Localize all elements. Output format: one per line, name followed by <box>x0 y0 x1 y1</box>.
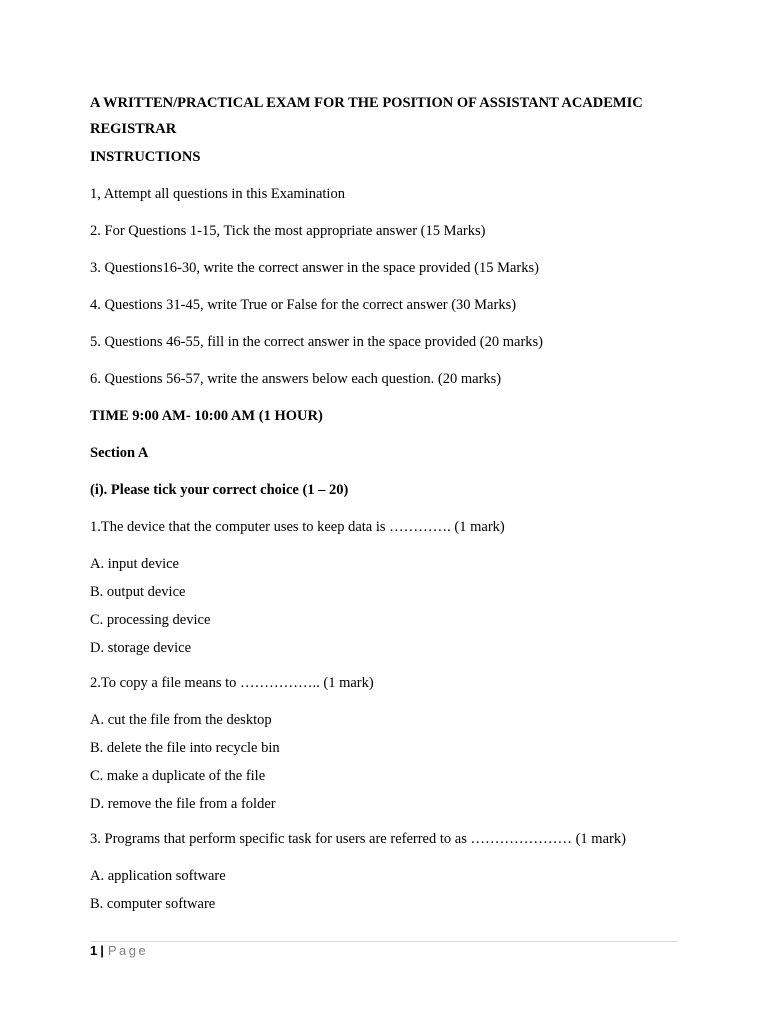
question-2: 2.To copy a file means to …………….. (1 mark) <box>90 675 374 691</box>
question-option: B. computer software <box>90 896 216 912</box>
question-option: A. application software <box>90 868 226 884</box>
question-3: 3. Programs that perform specific task for users are referred to as ………………… (1 mark) <box>90 831 626 847</box>
instruction-item: 2. For Questions 1-15, Tick the most appropriate answer (15 Marks) <box>90 223 486 239</box>
footer-separator: | <box>100 943 104 958</box>
question-option: D. storage device <box>90 640 192 656</box>
section-instruction: (i). Please tick your correct choice (1 – 20) <box>90 482 349 498</box>
instructions-heading: INSTRUCTIONS <box>90 149 201 165</box>
question-option: C. make a duplicate of the file <box>90 768 266 784</box>
question-option: C. processing device <box>90 612 211 628</box>
page-label: Page <box>107 943 149 958</box>
instruction-item: 1, Attempt all questions in this Examination <box>90 186 345 202</box>
instruction-item: 4. Questions 31-45, write True or False for the correct answer (30 Marks) <box>90 297 517 313</box>
exam-time: TIME 9:00 AM- 10:00 AM (1 HOUR) <box>90 408 323 424</box>
question-option: A. cut the file from the desktop <box>90 712 272 728</box>
question-option: B. output device <box>90 584 186 600</box>
question-option: D. remove the file from a folder <box>90 796 276 812</box>
document-body <box>90 90 690 923</box>
exam-title: A WRITTEN/PRACTICAL EXAM FOR THE POSITION OF ASSISTANT ACADEMIC REGISTRAR <box>90 95 643 137</box>
page-footer <box>90 943 148 959</box>
section-heading: Section A <box>90 445 149 461</box>
instruction-item: 3. Questions16-30, write the correct answer in the space provided (15 Marks) <box>90 260 539 276</box>
instruction-item: 5. Questions 46-55, fill in the correct answer in the space provided (20 marks) <box>90 334 543 350</box>
question-1: 1.The device that the computer uses to keep data is …………. (1 mark) <box>90 519 505 535</box>
question-option: B. delete the file into recycle bin <box>90 740 280 756</box>
question-option: A. input device <box>90 556 179 572</box>
footer-divider <box>90 941 678 942</box>
page-number: 1 <box>90 943 98 958</box>
instruction-item: 6. Questions 56-57, write the answers below each question. (20 marks) <box>90 371 502 387</box>
